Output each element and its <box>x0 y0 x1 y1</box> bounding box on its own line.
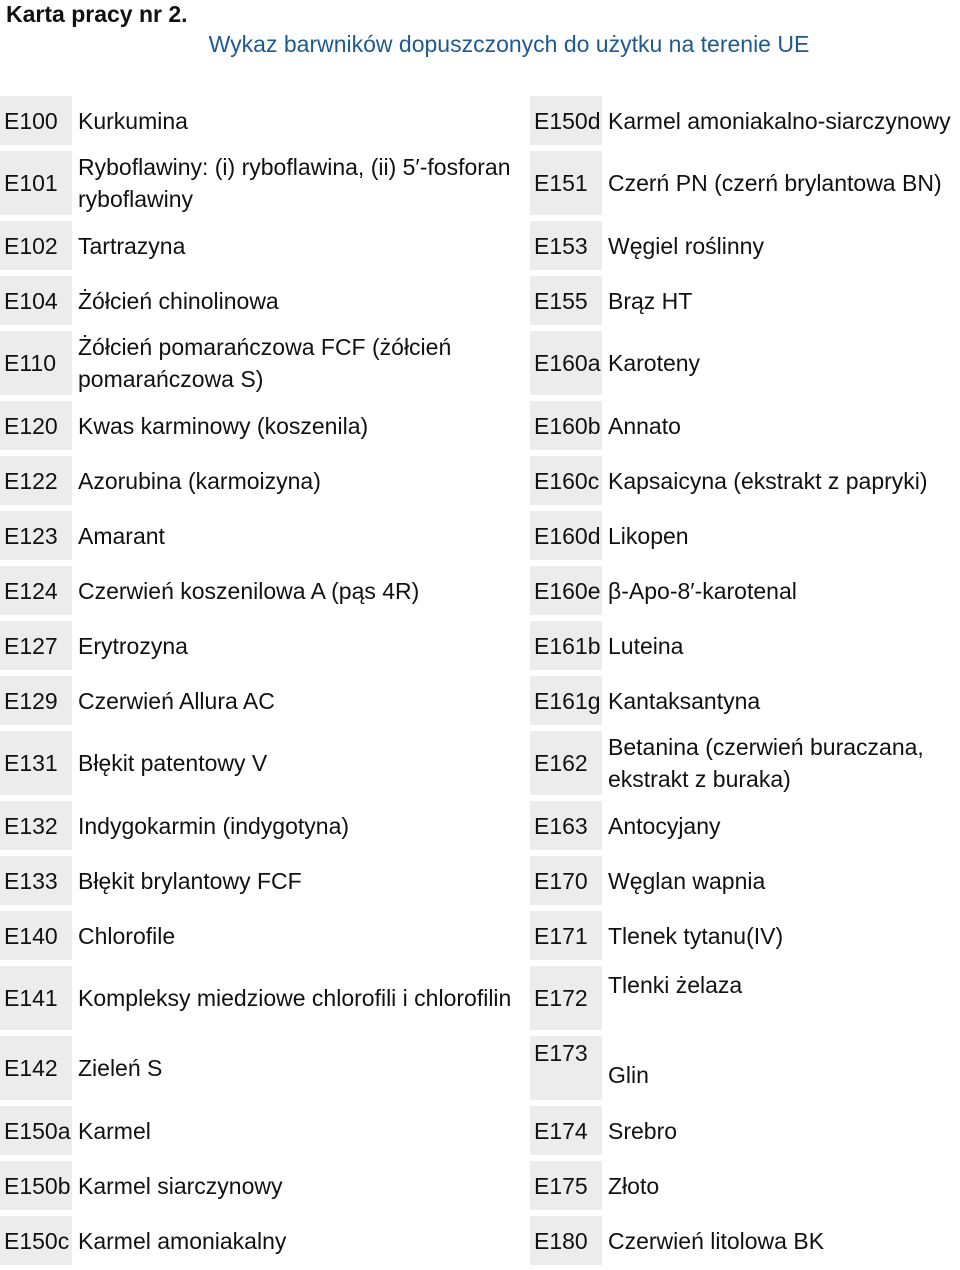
right-code-cell: E160e <box>530 566 602 615</box>
left-name-cell: Żółcień pomarańczowa FCF (żółcień pomarańczowa S) <box>72 331 530 395</box>
right-code-cell: E160a <box>530 331 602 395</box>
left-code-cell: E142 <box>0 1036 72 1100</box>
right-name-cell: Luteina <box>602 621 960 670</box>
left-name-cell: Indygokarmin (indygotyna) <box>72 801 530 850</box>
left-name-cell: Karmel amoniakalny <box>72 1216 530 1265</box>
right-code-cell: E153 <box>530 221 602 270</box>
right-name-cell: Betanina (czerwień buraczana, ekstrakt z buraka) <box>602 731 960 795</box>
colorants-table <box>0 96 960 1265</box>
page-subtitle: Wykaz barwników dopuszczonych do użytku na terenie UE <box>208 31 810 57</box>
left-code-cell: E131 <box>0 731 72 795</box>
left-name-cell: Ryboflawiny: (i) ryboflawina, (ii) 5′-fosforan ryboflawiny <box>72 151 530 215</box>
right-name-cell: Karmel amoniakalno-siarczynowy <box>602 96 960 145</box>
left-name-cell: Błękit brylantowy FCF <box>72 856 530 905</box>
left-name-cell: Błękit patentowy V <box>72 731 530 795</box>
right-code-cell: E150d <box>530 96 602 145</box>
left-code-cell: E140 <box>0 911 72 960</box>
right-name-cell: Brąz HT <box>602 276 960 325</box>
left-code-cell: E127 <box>0 621 72 670</box>
left-name-cell: Zieleń S <box>72 1036 530 1100</box>
left-name-cell: Czerwień Allura AC <box>72 676 530 725</box>
right-name-cell: Złoto <box>602 1161 960 1210</box>
left-code-cell: E150b <box>0 1161 72 1210</box>
left-code-cell: E124 <box>0 566 72 615</box>
left-name-cell: Karmel siarczynowy <box>72 1161 530 1210</box>
right-name-cell: Kapsaicyna (ekstrakt z papryki) <box>602 456 960 505</box>
right-name-cell: Antocyjany <box>602 801 960 850</box>
page-title: Karta pracy nr 2. <box>6 1 188 27</box>
left-name-cell: Czerwień koszenilowa A (pąs 4R) <box>72 566 530 615</box>
right-code-cell: E172 <box>530 966 602 1030</box>
right-name-cell: Srebro <box>602 1106 960 1155</box>
right-name-cell: Czerń PN (czerń brylantowa BN) <box>602 151 960 215</box>
left-code-cell: E104 <box>0 276 72 325</box>
left-name-cell: Tartrazyna <box>72 221 530 270</box>
left-code-cell: E150a <box>0 1106 72 1155</box>
left-name-cell: Amarant <box>72 511 530 560</box>
right-code-cell: E174 <box>530 1106 602 1155</box>
right-name-cell: Węglan wapnia <box>602 856 960 905</box>
right-code-cell: E173 <box>530 1036 602 1100</box>
left-code-cell: E129 <box>0 676 72 725</box>
right-code-cell: E180 <box>530 1216 602 1265</box>
right-code-cell: E161g <box>530 676 602 725</box>
right-code-cell: E160d <box>530 511 602 560</box>
right-code-cell: E162 <box>530 731 602 795</box>
right-code-cell: E175 <box>530 1161 602 1210</box>
left-name-cell: Kompleksy miedziowe chlorofili i chlorofilin <box>72 966 530 1030</box>
right-name-cell: Kantaksantyna <box>602 676 960 725</box>
left-code-cell: E132 <box>0 801 72 850</box>
left-code-cell: E100 <box>0 96 72 145</box>
right-name-cell: Karoteny <box>602 331 960 395</box>
left-code-cell: E150c <box>0 1216 72 1265</box>
right-name-cell: Glin <box>602 1036 960 1100</box>
right-code-cell: E151 <box>530 151 602 215</box>
right-name-cell: β-Apo-8′-karotenal <box>602 566 960 615</box>
right-name-cell: Czerwień litolowa BK <box>602 1216 960 1265</box>
left-code-cell: E123 <box>0 511 72 560</box>
right-code-cell: E160c <box>530 456 602 505</box>
right-name-cell: Tlenki żelaza <box>602 966 960 1030</box>
left-name-cell: Kurkumina <box>72 96 530 145</box>
left-name-cell: Azorubina (karmoizyna) <box>72 456 530 505</box>
left-name-cell: Żółcień chinolinowa <box>72 276 530 325</box>
right-code-cell: E171 <box>530 911 602 960</box>
right-code-cell: E161b <box>530 621 602 670</box>
left-name-cell: Chlorofile <box>72 911 530 960</box>
right-name-cell: Likopen <box>602 511 960 560</box>
left-code-cell: E102 <box>0 221 72 270</box>
right-name-cell: Annato <box>602 401 960 450</box>
left-code-cell: E101 <box>0 151 72 215</box>
left-name-cell: Erytrozyna <box>72 621 530 670</box>
left-code-cell: E141 <box>0 966 72 1030</box>
left-name-cell: Karmel <box>72 1106 530 1155</box>
left-code-cell: E120 <box>0 401 72 450</box>
left-code-cell: E122 <box>0 456 72 505</box>
left-code-cell: E110 <box>0 331 72 395</box>
right-code-cell: E155 <box>530 276 602 325</box>
left-code-cell: E133 <box>0 856 72 905</box>
right-name-cell: Tlenek tytanu(IV) <box>602 911 960 960</box>
left-name-cell: Kwas karminowy (koszenila) <box>72 401 530 450</box>
right-code-cell: E160b <box>530 401 602 450</box>
right-code-cell: E170 <box>530 856 602 905</box>
right-code-cell: E163 <box>530 801 602 850</box>
right-name-cell: Węgiel roślinny <box>602 221 960 270</box>
